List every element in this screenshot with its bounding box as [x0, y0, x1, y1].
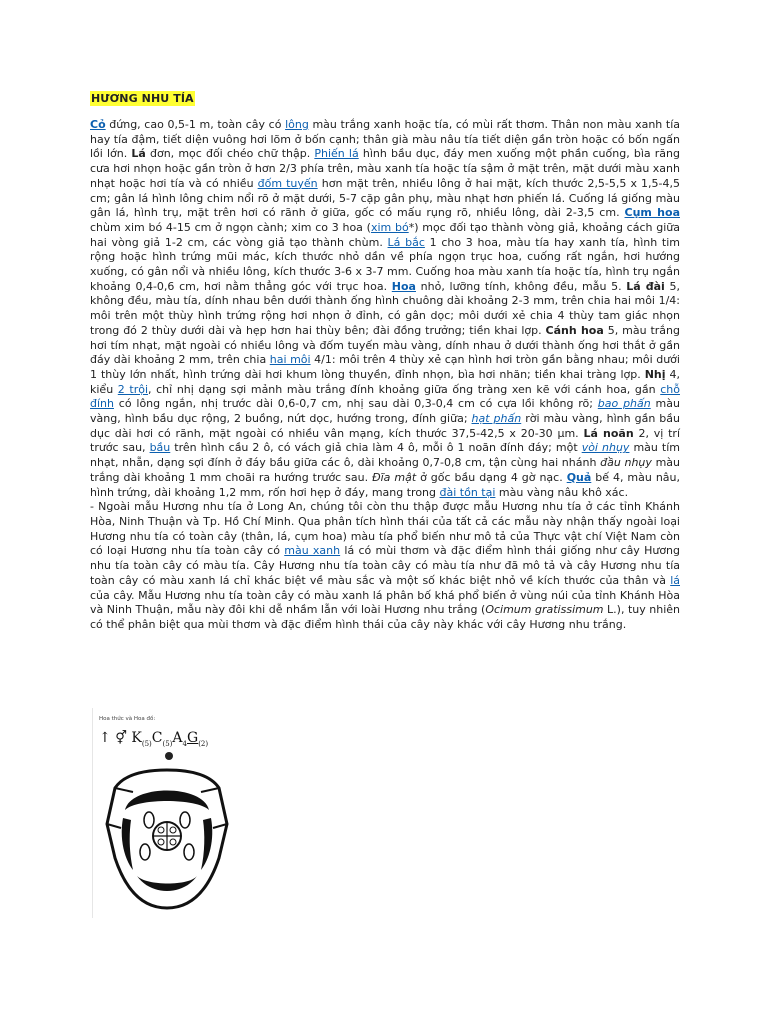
- text-run: ở gốc bầu dạng 4 gờ nạc.: [416, 470, 567, 484]
- text-run: 5, màu trắng hơi tím nhạt, mặt ngoài có nhiều lông và đốm tuyến màu vàng, dính nhau ở dưới thành ống hơi thắt ở gần đáy dài khoảng 2 mm, trên chia: [90, 323, 680, 367]
- floral-diagram-figure: [92, 708, 241, 918]
- text-run: màu trắng dài khoảng 1 mm choãi ra hướng trước sau.: [90, 456, 680, 484]
- formula-k: K: [131, 730, 142, 746]
- term-la-noan: Lá noãn: [583, 426, 634, 440]
- ovule: [158, 827, 164, 833]
- term-dia-mat: Đĩa mật: [372, 470, 417, 484]
- link-co[interactable]: Cỏ: [90, 118, 106, 131]
- link-xim-bo[interactable]: xim bó: [370, 220, 409, 234]
- text-run: , chỉ nhị dạng sợi mảnh màu trắng đính khoảng giữa ống tràng xen kẽ với cánh hoa, gần: [148, 382, 661, 396]
- stamen: [144, 812, 154, 828]
- link-voi-nhuy[interactable]: vòi nhụy: [581, 441, 630, 455]
- text-run: *) mọc đối tạo thành vòng giả, khoảng cách giữa hai vòng giả 1-2 cm, các vòng giả tạo thành chùm.: [90, 220, 680, 249]
- formula-c: C: [151, 730, 163, 746]
- link-hoa[interactable]: Hoa: [391, 279, 416, 293]
- text-run: của cây. Mẫu Hương nhu tía toàn cây có màu xanh lá phân bố khá phổ biến ở vùng núi của tỉnh Khánh Hòa và Ninh Thuận, mẫu này đôi khi dễ nhầm lẫn với loài Hương nhu trắng (: [90, 588, 680, 617]
- ovule: [158, 839, 164, 845]
- link-qua[interactable]: Quả: [566, 470, 592, 484]
- formula-k-sub: (5): [141, 739, 152, 748]
- ovule: [170, 827, 176, 833]
- page-title: HƯƠNG NHU TÍA: [91, 92, 194, 105]
- link-cho-dinh[interactable]: chỗ đính: [90, 382, 680, 411]
- text-run: có lông ngắn, nhị trước dài 0,6-0,7 cm, nhị sau dài 0,3-0,4 cm có cựa lồi không rõ;: [113, 397, 598, 411]
- text-run: màu tím nhạt, nhẵn, dạng sợi đính ở đáy bầu giữa các ô, dài khoảng 0,7-0,8 cm, tận cùng hai nhánh: [90, 441, 680, 470]
- link-dai-ton-tai[interactable]: đài tồn tại: [439, 485, 496, 499]
- description-paragraph: [90, 118, 680, 500]
- text-run: - Ngoài mẫu Hương nhu tía ở Long An, chúng tôi còn thu thập được mẫu Hương nhu tía ở các tỉnh Khánh Hòa, Ninh Thuận và Tp. Hồ Chí Minh. Qua phân tích hình thái của tất cả các mẫu này nhận thấy ngoài loại Hương nhu tía có toàn cây (thân, lá, cụm hoa) màu tía phổ biến như mô tả của Thực vật chí Việt Nam còn có loại Hương nhu tía toàn cây có: [90, 500, 680, 558]
- link-cum-hoa[interactable]: Cụm hoa: [624, 206, 680, 220]
- link-long[interactable]: lông: [285, 118, 309, 131]
- link-dom-tuyen[interactable]: đốm tuyến: [257, 176, 318, 190]
- text-run: lá có mùi thơm và đặc điểm hình thái giống như cây Hương nhu tía toàn cây có màu tía. Cây Hương nhu tía toàn cây có màu tía như đã mô tả và cây Hương nhu tía toàn cây có màu xanh lá chỉ khác biệt về màu sắc và một số khác biệt nhỏ về kích thước của thân và: [90, 544, 681, 587]
- text-run: nhỏ, lưỡng tính, không đều, mẫu 5.: [415, 279, 627, 293]
- text-run: màu trắng xanh hoặc tía, có mùi rất thơm. Thân non màu xanh tía hay tía đậm, tiết diện vuông hơi lõm ở bốn cạnh; thân già màu nâu tía tiết diện gần tròn hoặc có bốn ngấn lồi lớn.: [90, 118, 680, 161]
- text-run: 4, kiểu: [90, 367, 680, 396]
- bisexual-symbol-icon: ⚥: [115, 731, 127, 746]
- text-run: màu vàng, hình bầu dục rộng, 2 buồng, nứt dọc, hướng trong, đính giữa;: [90, 397, 680, 426]
- text-run: trên hình cầu 2 ô, có vách giả chia làm 4 ô, mỗi ô 1 noãn đính đáy; một: [170, 441, 582, 455]
- text-run: 1 cho 3 hoa, màu tía hay xanh tía, hình tim rộng hoặc hình trứng mũi mác, kích thước nhỏ dần về phía ngọn trục hoa, cuống rất ngắn, hơi hướng xuống, có gân nổi và nhiều lông, kích thước 3-6 x 3-7 mm. Cuống hoa màu xanh tía hoặc tía, hình trụ ngắn khoảng 0,4-0,6 cm, hơi nằm thẳng góc với trục hoa.: [90, 235, 681, 293]
- term-la-dai: Lá đài: [626, 279, 665, 293]
- text-run: bế 4, màu nâu, hình trứng, dài khoảng 1,2 mm, rốn hơi hẹp ở đáy, mang trong: [90, 470, 680, 499]
- text-run: hơn mặt trên, nhiều lông ở hai mặt, kích thước 2,5-5,5 x 1,5-4,5 cm; gân lá hình lông chim nổi rõ ở mặt dưới, 5-7 cặp gân phụ, màu nhạt hơn phiến lá. Cuống lá giống màu gân lá, hình trụ, mặt trên hơi có rãnh ở giữa, gốc có mấu rụng rõ, nhiều lông, dài 2-3,5 cm.: [90, 176, 681, 220]
- text-run: đứng, cao 0,5-1 m, toàn cây có: [105, 118, 286, 131]
- text-run: chùm xim bó 4-15 cm ở ngọn cành; xim co 3 hoa (: [90, 220, 371, 234]
- formula-a: A: [172, 730, 183, 746]
- link-la[interactable]: lá: [670, 573, 680, 587]
- floral-formula: [99, 730, 208, 748]
- ovule: [170, 839, 176, 845]
- stamen: [180, 812, 190, 828]
- text-run: 5, không đều, màu tía, dính nhau bên dưới thành ống hình chuông dài khoảng 2-3 mm, trên chia hai môi 1/4: môi trên một thùy hình trứng rộng hơi nhọn ở đỉnh, có gân dọc; môi dưới xẻ chia 4 thùy tam giác nhọn trong đó 2 thùy dưới dài và hẹp hơn hai thùy bên; đài đồng trưởng; tiền khai lợp.: [90, 279, 680, 337]
- text-run: rời màu vàng, hình gần bầu dục dài hơi có rãnh, mặt ngoài có nhiều vân mạng, kích thước 37,5-42,5 x 20-30 µm.: [90, 412, 680, 440]
- text-run: đơn, mọc đối chéo chữ thập.: [145, 147, 315, 161]
- formula-c-sub: (5): [162, 739, 173, 748]
- zygomorphic-arrow-icon: ↑: [99, 730, 111, 746]
- figure-caption: Hoa thức và Hoa đồ:: [99, 716, 156, 722]
- floral-diagram-drawing: [93, 748, 241, 918]
- stamen: [140, 844, 150, 860]
- term-nhi: Nhị: [644, 367, 666, 381]
- text-run: 2, vị trí trước sau,: [90, 426, 680, 455]
- link-la-bac[interactable]: Lá bắc: [387, 235, 425, 249]
- link-2-troi[interactable]: 2 trội: [117, 382, 149, 396]
- axis-dot: [165, 752, 173, 760]
- comparison-paragraph: [90, 500, 680, 632]
- species-name: Ocimum gratissimum: [485, 603, 604, 617]
- formula-g: G: [187, 730, 199, 746]
- document-body: [90, 92, 680, 633]
- link-phien-la[interactable]: Phiến lá: [314, 147, 359, 161]
- formula-a-sub: 4: [182, 739, 188, 748]
- link-hai-moi[interactable]: hai môi: [269, 353, 311, 367]
- term-la: Lá: [131, 147, 146, 161]
- link-bao-phan[interactable]: bao phấn: [597, 397, 651, 411]
- term-dau-nhuy: đầu nhụy: [600, 456, 652, 470]
- text-run: hình bầu dục, đáy men xuống một phần cuống, bìa răng cưa hơi nhọn hoặc gần tròn ở hơn 2/3 phía trên, màu xanh tía hoặc tía sậm ở mặt trên, mặt dưới màu xanh nhạt hoặc hơi tía và có nhiều: [90, 147, 681, 190]
- text-run: 4/1: môi trên 4 thùy xẻ cạn hình hơi tròn gần bằng nhau; môi dưới 1 thùy lớn nhất, hình trứng dài hơi khum lòng thuyền, đỉnh nhọn, bìa hơi nhăn; tiền khai tràng lợp.: [90, 353, 680, 381]
- link-mau-xanh[interactable]: màu xanh: [284, 544, 341, 558]
- title-row: [90, 92, 680, 108]
- formula-g-sub: (2): [198, 739, 209, 748]
- text-run: màu vàng nâu khô xác.: [495, 485, 629, 499]
- term-canh-hoa: Cánh hoa: [545, 323, 604, 337]
- text-run: L.), tuy nhiên có thể phân biệt qua mùi thơm và đặc điểm hình thái của cây này khác với cây Hương nhu trắng.: [90, 603, 681, 631]
- link-bau[interactable]: bầu: [149, 441, 171, 455]
- link-hat-phan[interactable]: hạt phấn: [471, 412, 522, 426]
- stamen: [184, 844, 194, 860]
